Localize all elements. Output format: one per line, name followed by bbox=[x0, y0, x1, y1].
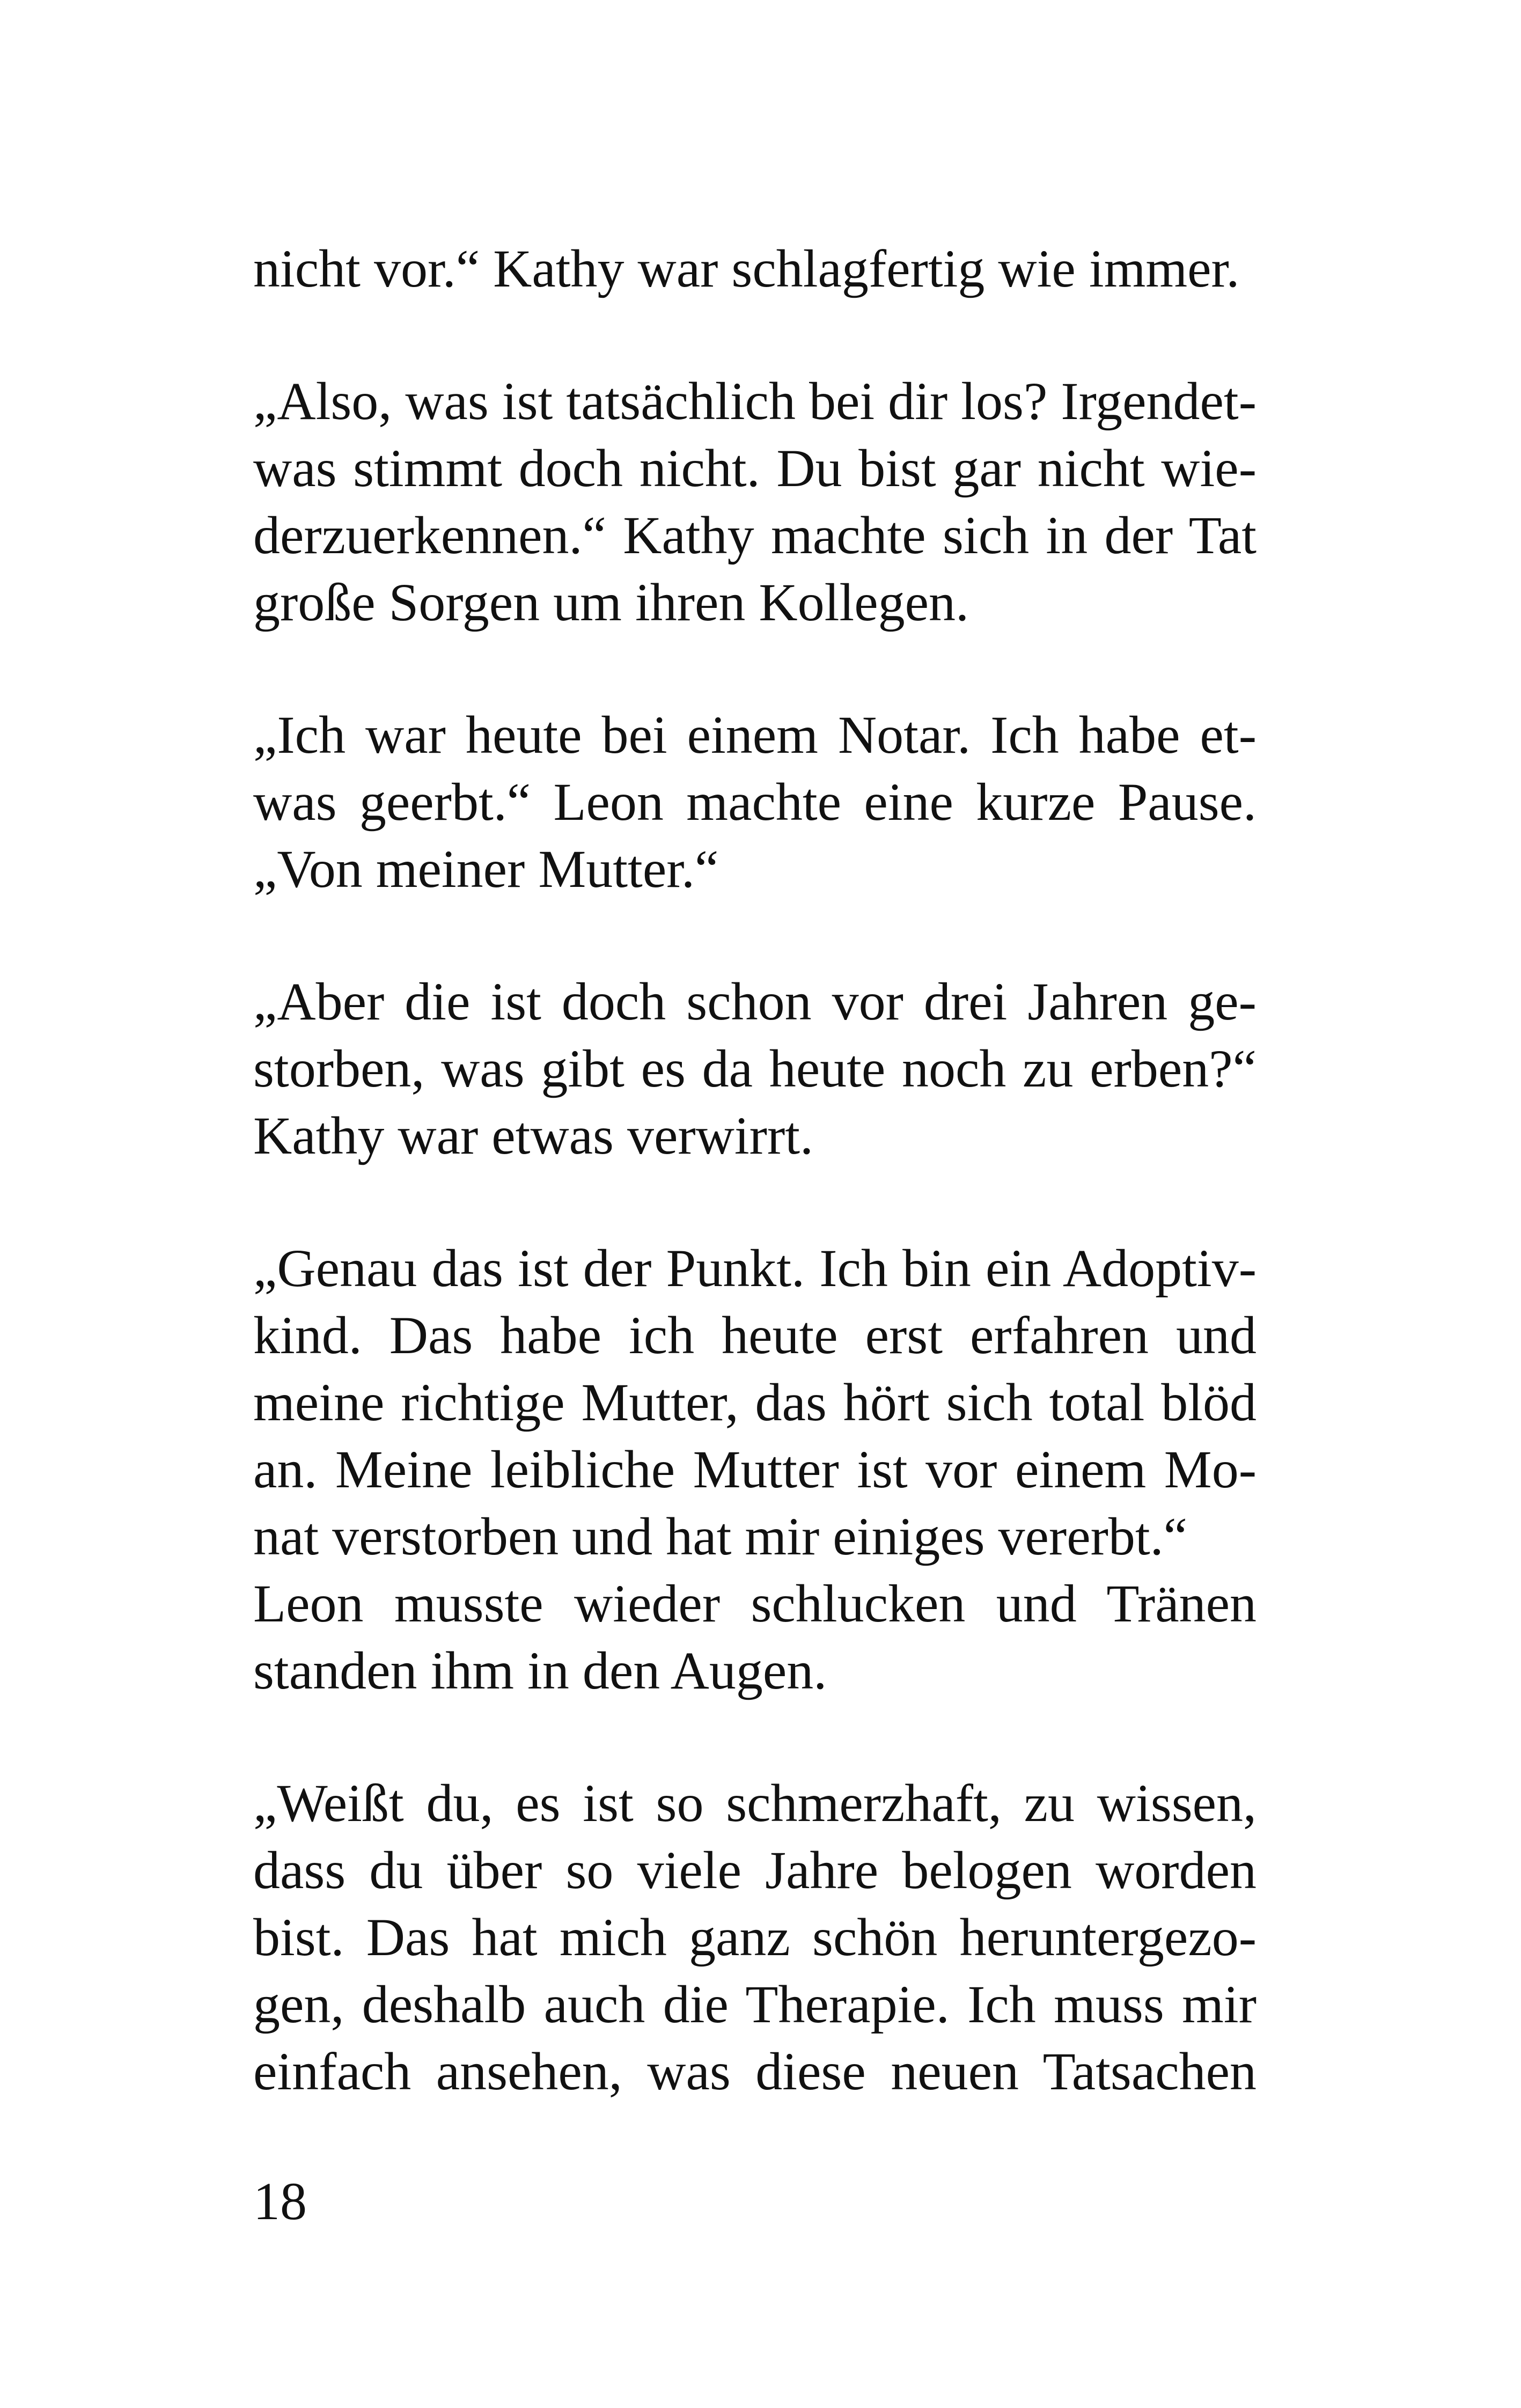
text-line: storben, was gibt es da heute noch zu erben?“ bbox=[253, 1039, 1257, 1098]
paragraph bbox=[253, 701, 1257, 902]
text-line: was geerbt.“ Leon machte eine kurze Pause. bbox=[253, 772, 1257, 832]
text-line: gen, deshalb auch die Therapie. Ich muss mir bbox=[253, 1974, 1257, 2034]
text-line: „Genau das ist der Punkt. Ich bin ein Adoptiv- bbox=[253, 1238, 1257, 1298]
text-line: derzuerkennen.“ Kathy machte sich in der Tat bbox=[253, 505, 1257, 565]
text-line: Leon musste wieder schlucken und Tränen bbox=[253, 1574, 1257, 1633]
text-line: „Also, was ist tatsächlich bei dir los? Irgendet- bbox=[253, 371, 1257, 431]
text-line: was stimmt doch nicht. Du bist gar nicht wie- bbox=[253, 438, 1257, 498]
paragraph bbox=[253, 235, 1257, 302]
text-line: große Sorgen um ihren Kollegen. bbox=[253, 572, 969, 632]
paragraph bbox=[253, 1235, 1257, 1704]
text-line: „Von meiner Mutter.“ bbox=[253, 839, 719, 899]
text-line: einfach ansehen, was diese neuen Tatsachen bbox=[253, 2042, 1257, 2101]
text-line: „Weißt du, es ist so schmerzhaft, zu wissen, bbox=[253, 1773, 1257, 1833]
text-line: nicht vor.“ Kathy war schlagfertig wie immer. bbox=[253, 239, 1240, 298]
paragraph bbox=[253, 368, 1257, 636]
text-line: „Ich war heute bei einem Notar. Ich habe et- bbox=[253, 705, 1257, 765]
text-line: kind. Das habe ich heute erst erfahren und bbox=[253, 1305, 1257, 1365]
text-line: dass du über so viele Jahre belogen worden bbox=[253, 1840, 1257, 1900]
paragraph bbox=[253, 1770, 1257, 2105]
text-line: bist. Das hat mich ganz schön heruntergezo- bbox=[253, 1907, 1257, 1967]
text-line: standen ihm in den Augen. bbox=[253, 1641, 827, 1700]
text-line: Kathy war etwas verwirrt. bbox=[253, 1106, 814, 1165]
text-line: nat verstorben und hat mir einiges vererbt.“ bbox=[253, 1507, 1188, 1566]
text-line: meine richtige Mutter, das hört sich total blöd bbox=[253, 1372, 1257, 1432]
body-text bbox=[253, 235, 1257, 2170]
text-line: „Aber die ist doch schon vor drei Jahren ge- bbox=[253, 972, 1257, 1031]
paragraph bbox=[253, 968, 1257, 1169]
page-number: 18 bbox=[253, 2171, 307, 2231]
text-line: an. Meine leibliche Mutter ist vor einem Mo- bbox=[253, 1440, 1257, 1499]
